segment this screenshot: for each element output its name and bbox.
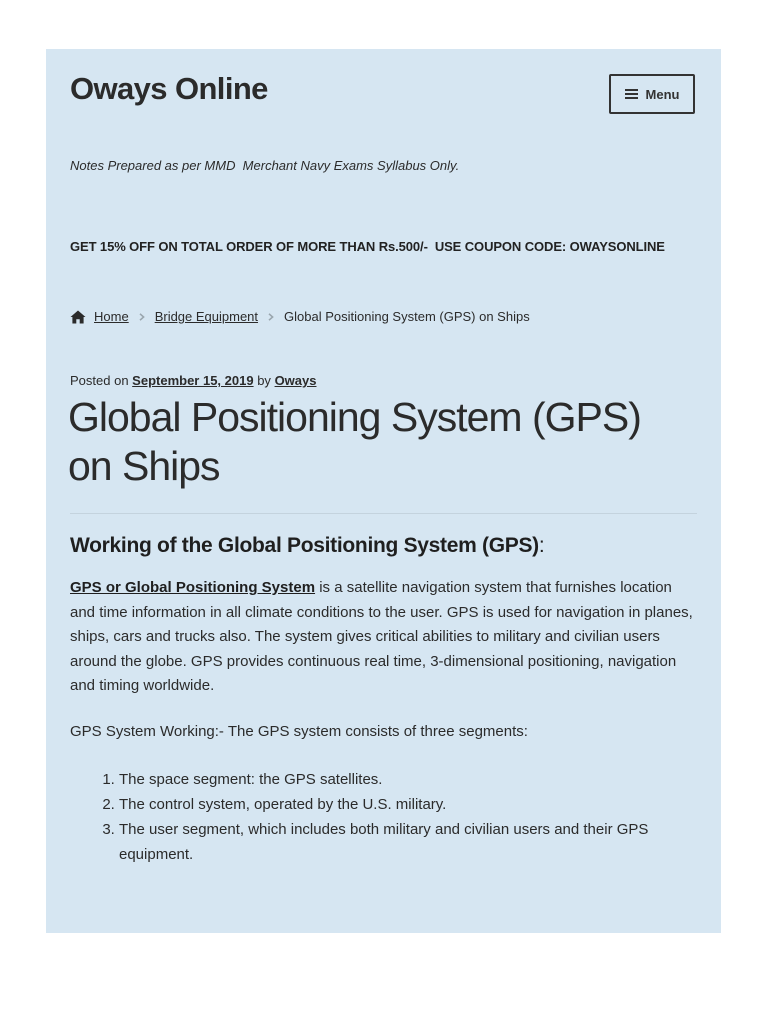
- breadcrumb: [70, 309, 530, 324]
- list-item: 1. The space segment: the GPS satellites.: [119, 767, 719, 792]
- breadcrumb-current: Global Positioning System (GPS) on Ships: [284, 309, 530, 324]
- list-item: 2. The control system, operated by the U.S. military.: [119, 792, 719, 817]
- promo-banner: GET 15% OFF ON TOTAL ORDER OF MORE THAN Rs.500/- USE COUPON CODE: OWAYSONLINE: [70, 239, 665, 254]
- segments-list: [70, 767, 719, 867]
- list-item: 3. The user segment, which includes both military and civilian users and their GPS equipment.: [119, 817, 719, 867]
- chevron-right-icon: [268, 313, 274, 321]
- site-title[interactable]: Oways Online: [70, 71, 268, 106]
- breadcrumb-category-link[interactable]: Bridge Equipment: [154, 309, 259, 324]
- site-panel: [46, 49, 721, 933]
- section-heading-colon: :: [538, 534, 545, 557]
- author-link[interactable]: Oways: [274, 373, 317, 388]
- home-icon: [70, 310, 86, 324]
- section-heading: [70, 534, 544, 558]
- menu-label: Menu: [645, 86, 680, 102]
- hamburger-icon: [625, 89, 638, 99]
- post-meta: [70, 373, 316, 388]
- working-intro: GPS System Working:- The GPS system consists of three segments:: [70, 723, 528, 740]
- menu-button[interactable]: [609, 74, 695, 114]
- post-date-link[interactable]: September 15, 2019: [132, 373, 254, 388]
- title-divider: [70, 513, 697, 514]
- chevron-right-icon: [139, 313, 145, 321]
- gps-definition-link[interactable]: GPS or Global Positioning System: [70, 579, 316, 596]
- intro-paragraph: [70, 576, 698, 699]
- site-tagline: Notes Prepared as per MMD Merchant Navy Exams Syllabus Only.: [70, 158, 460, 173]
- intro-text: is a satellite navigation system that furnishes location and time information in all climate conditions to the user. GPS is used for navigation in planes, ships, cars and trucks also. The system gives critical abilities to military and civilian users around the globe. GPS provides continuous real time, 3-dimensional positioning, navigation and timing worldwide.: [70, 579, 693, 694]
- by-label: by: [257, 373, 271, 388]
- page-title: Global Positioning System (GPS) on Ships: [68, 394, 641, 489]
- breadcrumb-home-link[interactable]: Home: [94, 309, 129, 324]
- section-heading-text: Working of the Global Positioning System (GPS): [70, 534, 539, 557]
- posted-on-label: Posted on: [70, 373, 129, 388]
